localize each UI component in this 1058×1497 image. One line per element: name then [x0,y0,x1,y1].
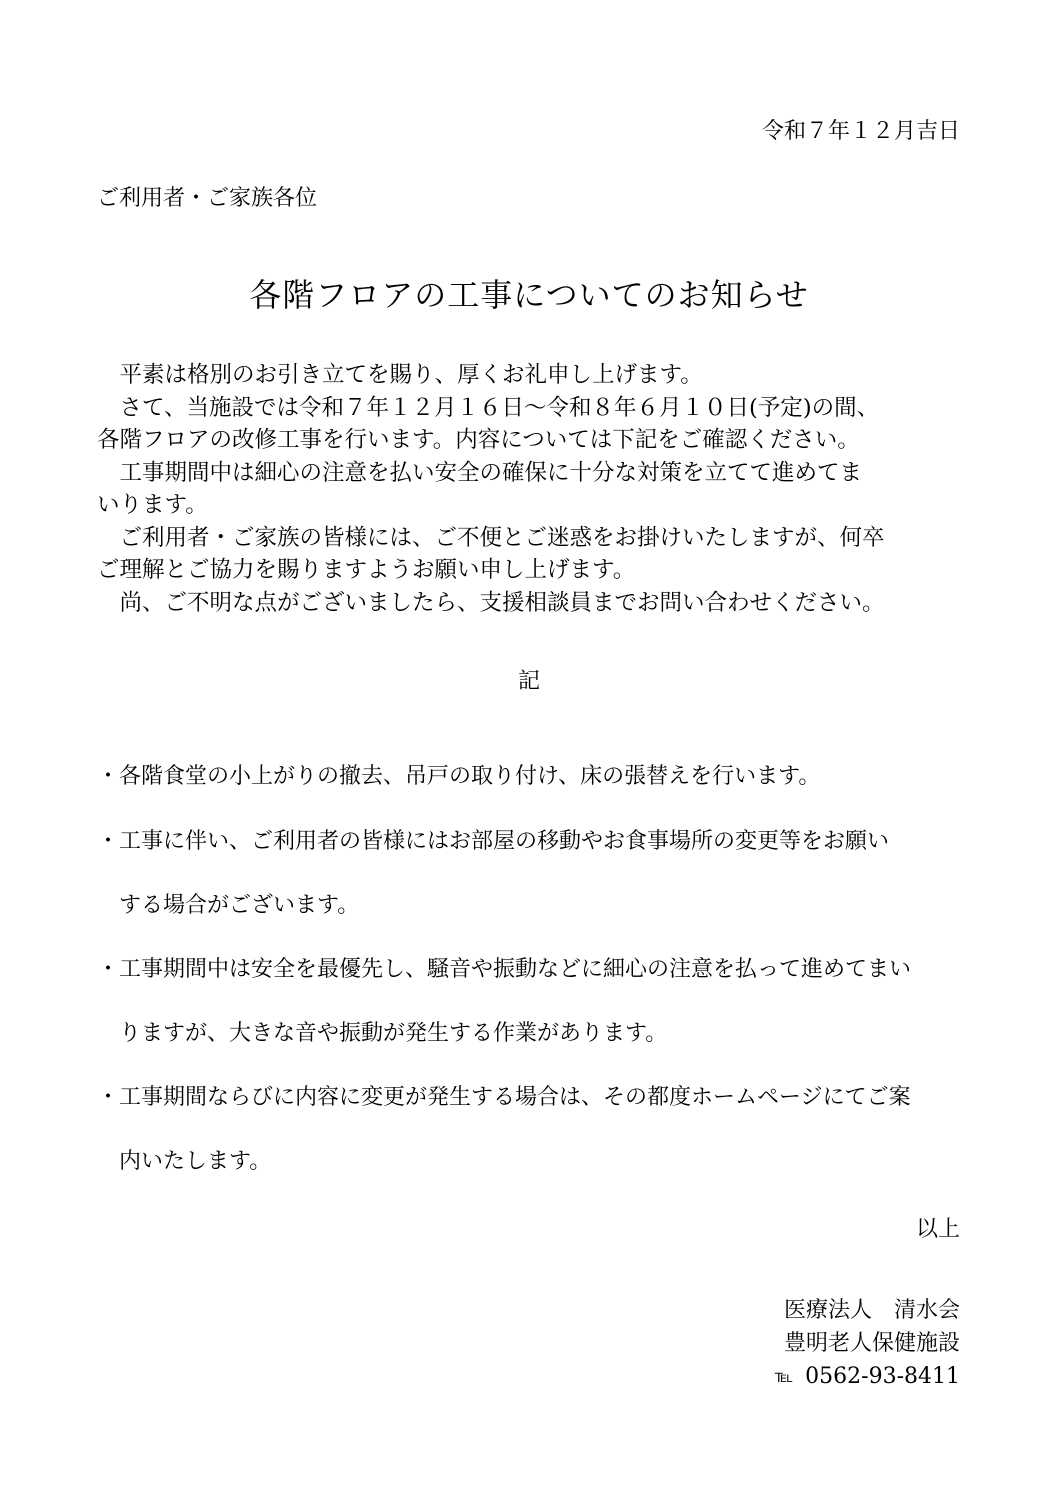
body-line: いります。 [97,492,208,518]
tel-number: 0562-93-8411 [805,1364,960,1389]
list-item: ・工事期間ならびに内容に変更が発生する場合は、その都度ホームページにてご案 [97,1085,911,1110]
list-item: ・各階食堂の小上がりの撤去、吊戸の取り付け、床の張替えを行います。 [97,764,821,789]
list-item-continuation: する場合がございます。 [97,893,360,918]
facility-name: 豊明老人保健施設 [783,1331,960,1356]
body-line: さて、当施設では令和７年１２月１６日～令和８年６月１０日(予定)の間、 [97,395,880,421]
organization-name: 医療法人 清水会 [783,1298,960,1323]
body-line: 尚、ご不明な点がございましたら、支援相談員までお問い合わせください。 [97,590,885,616]
body-line: ご理解とご協力を賜りますようお願い申し上げます。 [97,557,636,583]
tel-icon: ℡ [774,1367,794,1387]
ki-heading: 記 [517,669,540,694]
list-item-continuation: りますが、大きな音や振動が発生する作業があります。 [97,1021,668,1046]
list-item: ・工事に伴い、ご利用者の皆様にはお部屋の移動やお食事場所の変更等をお願い [97,829,890,854]
body-line: 平素は格別のお引き立てを賜り、厚くお礼申し上げます。 [97,362,703,388]
body-line: ご利用者・ご家族の皆様には、ご不便とご迷惑をお掛けいたしますが、何卒 [97,525,885,551]
list-item-continuation: 内いたします。 [97,1149,272,1174]
closing-ijo: 以上 [915,1217,960,1242]
notice-date: 令和７年１２月吉日 [761,119,960,144]
telephone [775,1361,960,1393]
addressee: ご利用者・ご家族各位 [97,186,318,211]
list-item: ・工事期間中は安全を最優先し、騒音や振動などに細心の注意を払って進めてまい [97,957,912,982]
notice-title: 各階フロアの工事についてのお知らせ [249,276,809,314]
body-line: 工事期間中は細心の注意を払い安全の確保に十分な対策を立てて進めてま [97,460,863,486]
body-line: 各階フロアの改修工事を行います。内容については下記をご確認ください。 [97,427,860,453]
